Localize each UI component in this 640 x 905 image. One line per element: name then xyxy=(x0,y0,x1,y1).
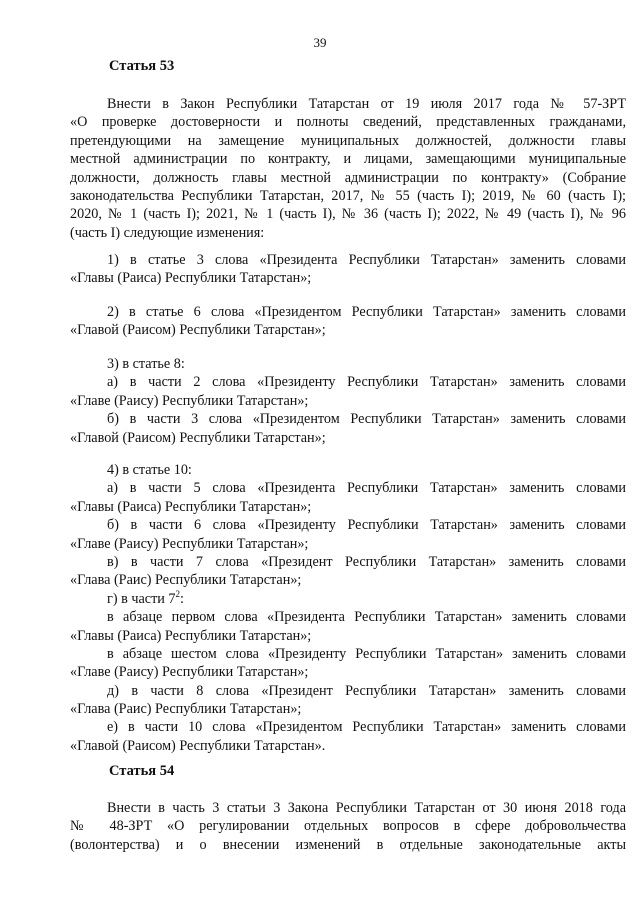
text-line: в абзаце шестом слова «Президенту Республики Татарстан» заменить словами xyxy=(107,645,626,662)
text-line: а) в части 5 слова «Президента Республики Татарстан» заменить словами xyxy=(107,480,626,497)
text-line: 2) в статье 6 слова «Президентом Республики Татарстан» заменить словами xyxy=(107,304,626,320)
text-line: Внести в Закон Республики Татарстан от 19 июля 2017 года № 57-ЗРТ xyxy=(107,96,626,112)
page-number: 39 xyxy=(313,35,327,50)
text-line: № 48-ЗРТ «О регулировании отдельных вопросов в сфере добровольчества xyxy=(70,818,626,835)
text-line: «Главе (Раису) Республики Татарстан»; xyxy=(70,392,309,409)
text-line: (волонтерства) и о внесении изменений в отдельные законодательные акты xyxy=(70,836,626,853)
text-line: д) в части 8 слова «Президент Республики Татарстан» заменить словами xyxy=(107,682,626,699)
text-line: а) в части 2 слова «Президенту Республики Татарстан» заменить словами xyxy=(107,374,626,391)
text-line: законодательства Республики Татарстан, 2017, № 55 (часть I); 2019, № 60 (часть I); xyxy=(70,187,626,204)
sub-item-g-label: г) в части 7 xyxy=(107,590,176,607)
text-line: 2020, № 1 (часть I); 2021, № 1 (часть I), № 36 (часть I); 2022, № 49 (часть I), № 96 xyxy=(70,206,626,223)
text-line: «О проверке достоверности и полноты сведений, представленных гражданами, xyxy=(70,114,626,131)
article-53-intro xyxy=(70,95,626,242)
text-line: е) в части 10 слова «Президентом Республики Татарстан» заменить словами xyxy=(107,719,626,736)
text-line: 4) в статье 10: xyxy=(107,462,192,478)
article-54-heading: Статья 54 xyxy=(109,763,175,779)
text-line xyxy=(70,590,626,608)
text-line: «Главе (Раису) Республики Татарстан»; xyxy=(70,664,309,681)
text-line: претендующими на замещение муниципальных должностей, должности главы xyxy=(70,132,626,149)
text-line: должности, должность главы местной администрации по контракту» (Собрание xyxy=(70,169,626,186)
sub-item-g-colon: : xyxy=(180,590,184,607)
text-line: Внести в часть 3 статьи 3 Закона Республики Татарстан от 30 июня 2018 года xyxy=(107,800,626,816)
text-line: «Глава (Раис) Республики Татарстан»; xyxy=(70,572,302,589)
text-line: «Главы (Раиса) Республики Татарстан»; xyxy=(70,498,312,515)
text-line: «Главы (Раиса) Республики Татарстан»; xyxy=(70,627,312,644)
text-line: 1) в статье 3 слова «Президента Республики Татарстан» заменить словами xyxy=(107,252,626,268)
text-line: «Главой (Раисом) Республики Татарстан»; xyxy=(70,429,326,446)
superscript: 2 xyxy=(175,588,180,599)
text-line: в абзаце первом слова «Президента Республики Татарстан» заменить словами xyxy=(107,609,626,626)
article-54-intro xyxy=(70,799,626,854)
text-line: «Глава (Раис) Республики Татарстан»; xyxy=(70,701,302,718)
article-53-heading: Статья 53 xyxy=(109,58,175,74)
amendment-item-3 xyxy=(70,355,626,447)
text-line: «Главой (Раисом) Республики Татарстан»; xyxy=(70,322,326,339)
text-line: «Главы (Раиса) Республики Татарстан»; xyxy=(70,270,312,287)
text-line: б) в части 3 слова «Президентом Республики Татарстан» заменить словами xyxy=(107,411,626,428)
text-line: (часть I) следующие изменения: xyxy=(70,224,265,241)
amendment-item-2 xyxy=(70,303,626,340)
amendment-item-1 xyxy=(70,251,626,288)
text-line: б) в части 6 слова «Президенту Республики Татарстан» заменить словами xyxy=(107,517,626,534)
text-line: местной администрации по контракту, и лицами, замещающими муниципальные xyxy=(70,151,626,168)
text-line: «Главой (Раисом) Республики Татарстан». xyxy=(70,737,326,754)
text-line: «Главе (Раису) Республики Татарстан»; xyxy=(70,535,309,552)
amendment-item-4 xyxy=(70,461,626,755)
text-line: в) в части 7 слова «Президент Республики Татарстан» заменить словами xyxy=(107,553,626,570)
text-line: 3) в статье 8: xyxy=(107,356,185,372)
